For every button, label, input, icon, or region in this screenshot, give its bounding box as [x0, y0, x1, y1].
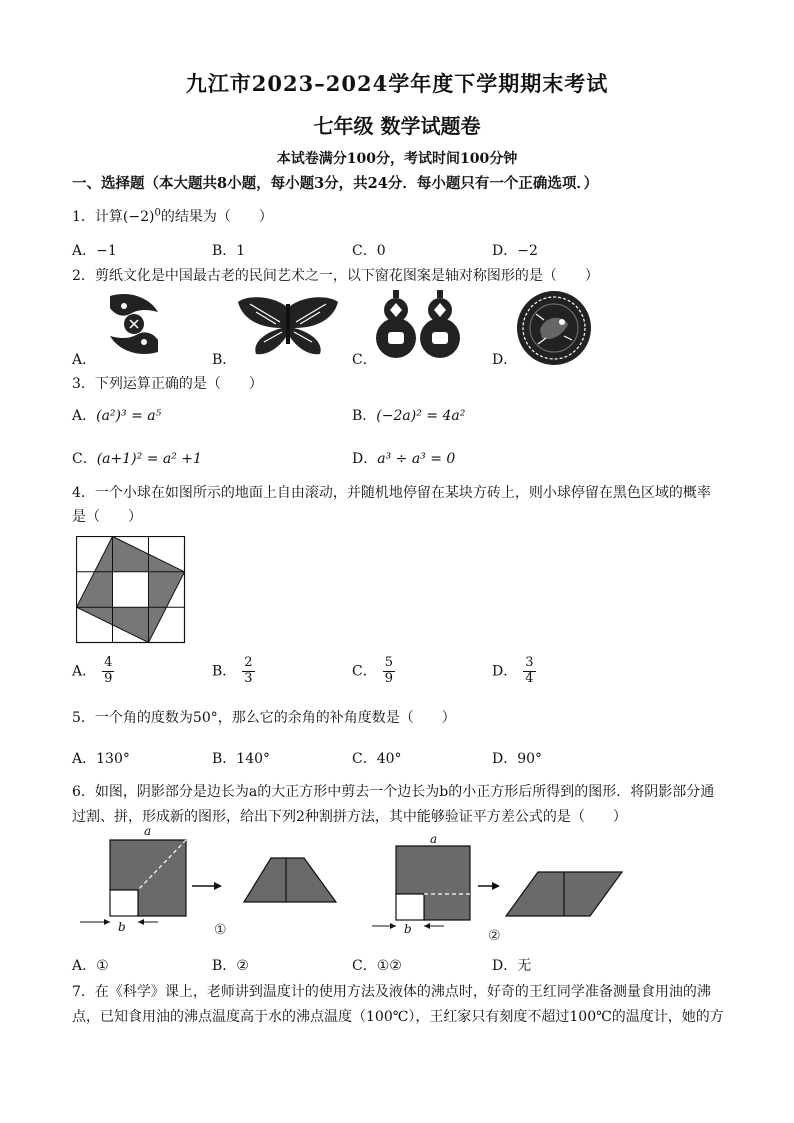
q5-option-c[interactable]: C．40° — [352, 751, 402, 767]
q4-option-c[interactable]: C． $\frac{5}{9}$ — [352, 655, 393, 686]
question-1-stem: 1．计算$(-2)^0$的结果为（ ） — [72, 207, 273, 225]
exam-note: 本试卷满分100分，考试时间100分钟 — [276, 151, 518, 167]
section-heading-choice: 一、选择题（本大题共8小题，每小题3分，共24分．每小题只有一个正确选项．） — [72, 175, 599, 192]
q6-figure-1 — [76, 824, 366, 948]
q2-option-c[interactable]: C． — [352, 352, 377, 368]
question-2-stem: 2．剪纸文化是中国最古老的民间艺术之一，以下窗花图案是轴对称图形的是（ ） — [72, 268, 599, 284]
fish-papercut-icon — [100, 288, 168, 360]
q1-option-b[interactable]: B．1 — [212, 243, 246, 259]
q1-option-c[interactable]: C．0 — [352, 243, 386, 259]
round-papercut-icon — [516, 290, 592, 366]
q6-option-b[interactable]: B．② — [212, 958, 249, 974]
q1-option-d[interactable]: D．−2 — [492, 243, 538, 259]
q5-option-b[interactable]: B．140° — [212, 751, 271, 767]
question-6-stem-line1: 6．如图，阴影部分是边长为a的大正方形中剪去一个边长为b的小正方形后所得到的图形．将阴影部分通 — [72, 784, 715, 800]
question-3-stem: 3．下列运算正确的是（ ） — [72, 376, 263, 392]
exam-title: 九江市2023–2024学年度下学期期末考试 — [185, 71, 609, 96]
q6-option-d[interactable]: D．无 — [492, 958, 532, 974]
q6-option-a[interactable]: A．① — [72, 958, 109, 974]
gourd-papercut-icon — [374, 290, 464, 360]
question-4-stem-line1: 4．一个小球在如图所示的地面上自由滚动，并随机地停留在某块方砖上，则小球停留在黑色区域的概率 — [72, 485, 711, 501]
figure-1-number: ① — [214, 922, 227, 938]
q3-option-c[interactable]: C．(a+1)² = a² +1 — [72, 451, 202, 467]
question-5-stem: 5．一个角的度数为50°，那么它的余角的补角度数是（ ） — [72, 710, 456, 726]
label-a-2: a — [430, 832, 438, 846]
q5-option-a[interactable]: A．130° — [72, 751, 130, 767]
q3-option-a[interactable]: A．(a²)³ = a⁵ — [72, 408, 162, 424]
q3-option-d[interactable]: D．a³ ÷ a³ = 0 — [352, 451, 456, 467]
q2-option-a[interactable]: A． — [72, 352, 97, 368]
label-b-2: b — [404, 922, 412, 936]
q5-option-d[interactable]: D．90° — [492, 751, 543, 767]
question-7-stem-line1: 7．在《科学》课上，老师讲到温度计的使用方法及液体的沸点时，好奇的王红同学准备测量食用油的沸 — [72, 984, 711, 1000]
figure-2-number: ② — [488, 928, 501, 944]
q1-option-a[interactable]: A．−1 — [72, 243, 117, 259]
q2-option-b[interactable]: B． — [212, 352, 237, 368]
q2-option-d[interactable]: D． — [492, 352, 518, 368]
label-a: a — [144, 824, 152, 838]
exam-subtitle: 七年级 数学试题卷 — [313, 114, 481, 138]
question-6-stem-line2: 过割、拼，形成新的图形，给出下列2种割拼方法，其中能够验证平方差公式的是（ ） — [72, 809, 627, 825]
question-7-stem-line2: 点，已知食用油的沸点温度高于水的沸点温度（100℃），王红家只有刻度不超过100℃的温度计，她的方 — [72, 1009, 724, 1025]
tile-grid-figure — [76, 536, 186, 644]
q4-option-a[interactable]: A． $\frac{4}{9}$ — [72, 655, 113, 686]
q4-option-b[interactable]: B． $\frac{2}{3}$ — [212, 655, 253, 686]
q6-option-c[interactable]: C．①② — [352, 958, 402, 974]
q4-option-d[interactable]: D． $\frac{3}{4}$ — [492, 655, 534, 686]
question-4-stem-line2: 是（ ） — [72, 509, 142, 525]
q3-option-b[interactable]: B．(−2a)² = 4a² — [352, 408, 466, 424]
label-b: b — [118, 920, 126, 934]
butterfly-papercut-icon — [236, 294, 340, 360]
q6-figure-2 — [360, 832, 630, 948]
